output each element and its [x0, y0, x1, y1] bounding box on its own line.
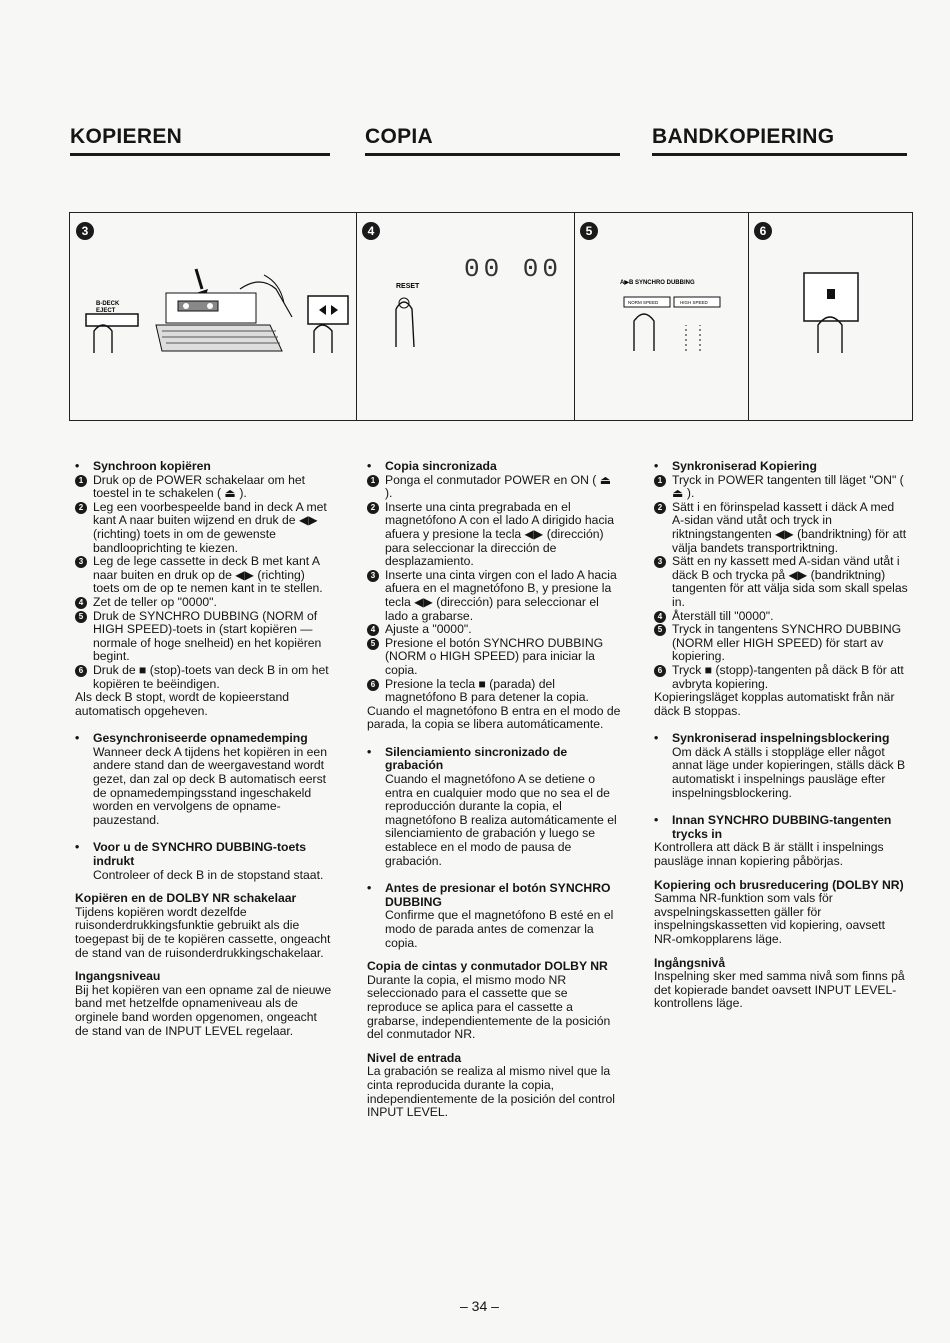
- numbered-step: [75, 664, 333, 691]
- step-number-badge: 2: [654, 502, 666, 514]
- step-number-badge: 4: [367, 624, 379, 636]
- spacer: [75, 827, 333, 841]
- figure-strip: [69, 212, 913, 421]
- bullet-heading: • Silenciamiento sincronizado de grabación: [367, 746, 621, 773]
- high-speed-label: HIGH SPEED: [680, 300, 708, 305]
- figure-panel-4: [356, 213, 575, 420]
- section-heading: Kopiëren en de DOLBY NR schakelaar: [75, 891, 297, 906]
- section-heading: Ingangsniveau: [75, 969, 161, 984]
- step-text: Presione el botón SYNCHRO DUBBING (NORM o HIGH SPEED) para iniciar la copia.: [385, 635, 604, 677]
- column-swedish: [654, 460, 909, 1011]
- numbered-step: [654, 501, 909, 555]
- header-copia: [365, 124, 620, 156]
- step-number-badge: 4: [654, 611, 666, 623]
- figure-panel-3: [70, 213, 357, 420]
- numbered-step: [367, 569, 621, 623]
- bullet-heading: • Synchroon kopiëren: [75, 460, 333, 474]
- cassette-insert-illustration: [70, 213, 356, 420]
- numbered-step: [75, 596, 333, 610]
- step-text: Druk op de POWER schakelaar om het toestel in te schakelen ( ⏏ ).: [93, 472, 306, 501]
- spacer: [654, 718, 909, 732]
- step-number-badge: 3: [76, 222, 94, 240]
- step-number-badge: 6: [367, 679, 379, 691]
- header-rule: [652, 153, 907, 156]
- synchro-dubbing-label: A▶B SYNCHRO DUBBING: [620, 280, 695, 286]
- section-heading: Nivel de entrada: [367, 1050, 462, 1065]
- numbered-step: [367, 501, 621, 569]
- paragraph: Als deck B stopt, wordt de kopieerstand automatisch opgeheven.: [75, 690, 290, 718]
- indented-paragraph: Controleer of deck B in de stopstand staat.: [93, 867, 324, 882]
- spacer: [367, 732, 621, 746]
- step-text: Sätt i en förinspelad kassett i däck A med A-sidan vänd utåt och tryck in riktningstangenten ◀▶ (bandriktning) för att välja bandets transportriktning.: [672, 499, 907, 555]
- step-text: Druk de SYNCHRO DUBBING (NORM of HIGH SPEED)-toets in (start kopiëren — normale of hoge snelheid) en het kopiëren begint.: [93, 608, 322, 664]
- paragraph: La grabación se realiza al mismo nivel que la cinta reproducida durante la copia, independientemente de la posición del control INPUT LEVEL.: [367, 1064, 615, 1120]
- step-number-badge: 4: [362, 222, 380, 240]
- section-heading: Kopiering och brusreducering (DOLBY NR): [654, 877, 904, 892]
- bullet-heading: • Synkroniserad Kopiering: [654, 460, 909, 474]
- step-text: Leg een voorbespeelde band in deck A met kant A naar buiten wijzend en druk de ◀▶ (richting) toets in om de gewenste bandlooprichting te kiezen.: [93, 499, 327, 555]
- step-number-badge: 3: [654, 556, 666, 568]
- header-bandkopiering: [652, 124, 907, 156]
- paragraph: Tijdens kopiëren wordt dezelfde ruisonderdrukkingsfunktie gebruikt als die toegepast bij de te kopiëren cassette, ongeacht de stand van de ruisonderdrukkingschakelaar.: [75, 904, 331, 960]
- numbered-step: [654, 610, 909, 624]
- bullet-heading: • Voor u de SYNCHRO DUBBING-toets indrukt: [75, 841, 333, 868]
- numbered-step: [367, 623, 621, 637]
- step-text: Inserte una cinta virgen con el lado A hacia afuera en el magnetófono B, y presione la tecla ◀▶ (dirección) para seleccionar el lado a grabarse.: [385, 567, 617, 623]
- step-number-badge: 6: [75, 665, 87, 677]
- step-text: Tryck ■ (stopp)-tangenten på däck B för att avbryta kopiering.: [672, 662, 904, 691]
- numbered-step: [367, 637, 621, 678]
- step-number-badge: 1: [654, 475, 666, 487]
- counter-display: 00 00: [464, 254, 563, 284]
- numbered-step: [367, 678, 621, 705]
- step-text: Druk de ■ (stop)-toets van deck B in om het kopiëren te beëindigen.: [93, 662, 329, 691]
- step-text: Leg de lege cassette in deck B met kant A naar buiten en druk op de ◀▶ (richting) toets om de op te nemen kant in te stellen.: [93, 554, 323, 596]
- spacer: [367, 868, 621, 882]
- indented-paragraph: Cuando el magnetófono A se detiene o entra en cualquier modo que no sea el de reproducción durante la copia, el magnetófono B realiza automáticamente el silenciamiento de grabación y luego se establece en el modo de pausa de grabación.: [385, 772, 617, 868]
- stop-icon: [827, 289, 835, 299]
- step-text: Inserte una cinta pregrabada en el magnetófono A con el lado A dirigido hacia afuera y presione la tecla ◀▶ (dirección) para seleccionar la dirección de desplazamiento.: [385, 499, 615, 569]
- header-kopieren: [70, 124, 330, 156]
- step-number-badge: 3: [367, 570, 379, 582]
- indented-paragraph: Om däck A ställs i stoppläge eller något annat läge under kopieringen, ställs däck B automatiskt i inspelnings pausläge efter inspelningsblockering.: [672, 744, 906, 800]
- header-rule: [365, 153, 620, 156]
- numbered-step: [654, 623, 909, 664]
- bullet-heading: • Synkroniserad inspelningsblockering: [654, 732, 909, 746]
- section-heading: Copia de cintas y conmutador DOLBY NR: [367, 959, 608, 974]
- step-number-badge: 6: [754, 222, 772, 240]
- eject-label: EJECT: [96, 308, 116, 314]
- step-number-badge: 1: [75, 475, 87, 487]
- synchro-dubbing-illustration: [574, 213, 748, 420]
- numbered-step: [75, 501, 333, 555]
- bullet-heading: • Copia sincronizada: [367, 460, 621, 474]
- step-text: Sätt en ny kassett med A-sidan vänd utåt i däck B och trycka på ◀▶ (bandriktning) tangenten för att välja sida som skall spelas in.: [672, 554, 908, 609]
- column-spanish: [367, 460, 621, 1120]
- step-text: Tryck in tangentens SYNCHRO DUBBING (NORM eller HIGH SPEED) för start av kopiering.: [672, 622, 902, 664]
- indented-paragraph: Confirme que el magnetófono B esté en el modo de parada antes de comenzar la copia.: [385, 908, 614, 950]
- numbered-step: [75, 610, 333, 664]
- counter-reset-illustration: [356, 213, 574, 420]
- bullet-heading: • Innan SYNCHRO DUBBING-tangenten trycks in: [654, 814, 909, 841]
- step-text: Ponga el conmutador POWER en ON ( ⏏ ).: [385, 472, 612, 501]
- step-text: Zet de teller op "0000".: [93, 594, 217, 609]
- step-number-badge: 5: [367, 638, 379, 650]
- step-number-badge: 5: [75, 611, 87, 623]
- bullet-heading: • Antes de presionar el botón SYNCHRO DUBBING: [367, 882, 621, 909]
- paragraph: Kontrollera att däck B är ställt i inspelnings pausläge innan kopiering påbörjas.: [654, 840, 884, 869]
- paragraph: Kopieringsläget kopplas automatiskt från när däck B stoppas.: [654, 690, 895, 718]
- step-number-badge: 3: [75, 556, 87, 568]
- header-title: KOPIEREN: [70, 125, 183, 148]
- column-dutch: [75, 460, 333, 1038]
- numbered-step: [75, 474, 333, 501]
- numbered-step: [654, 474, 909, 501]
- step-number-badge: 2: [75, 502, 87, 514]
- numbered-step: [367, 474, 621, 501]
- indented-paragraph: Wanneer deck A tijdens het kopiëren in een andere stand dan de weergavestand wordt gezet, dan zal op deck B automatisch eerst de opnamedempingsstand ingeschakeld worden en vervolgens de opname-pauzestand.: [93, 744, 327, 827]
- paragraph: Durante la copia, el mismo modo NR seleccionado para el cassette que se reproduce se aplica para el cassette a grabarse, independientemente de la posición del conmutador NR.: [367, 972, 611, 1042]
- page-number: – 34 –: [460, 1298, 499, 1314]
- header-title: COPIA: [365, 125, 434, 148]
- bullet-heading: • Gesynchroniseerde opnamedemping: [75, 732, 333, 746]
- step-number-badge: 2: [367, 502, 379, 514]
- paragraph: Bij het kopiëren van een opname zal de nieuwe band met hetzelfde opnameniveau als de orginele band worden opgenomen, ongeacht de stand van de INPUT LEVEL regelaar.: [75, 982, 332, 1038]
- step-text: Presione la tecla ■ (parada) del magnetófono B para detener la copia.: [385, 676, 589, 705]
- paragraph: Inspelning sker med samma nivå som finns på det kopierade bandet oavsett INPUT LEVEL-kontrollens läge.: [654, 969, 905, 1011]
- b-deck-label: B-DECK: [96, 301, 120, 307]
- step-number-badge: 5: [580, 222, 598, 240]
- paragraph: Samma NR-funktion som vals för avspelningskassetten gäller för inspelningskassetten vid kopiering, oavsett NR-omkopplarens läge.: [654, 891, 886, 946]
- paragraph: Cuando el magnetófono B entra en el modo de parada, la copia se libera automáticamente.: [367, 703, 621, 732]
- figure-panel-5: [574, 213, 749, 420]
- spacer: [654, 800, 909, 814]
- header-rule: [70, 153, 330, 156]
- step-number-badge: 5: [654, 624, 666, 636]
- stop-button-illustration: [748, 213, 912, 420]
- spacer: [75, 718, 333, 732]
- norm-speed-label: NORM SPEED: [628, 300, 659, 305]
- numbered-step: [654, 555, 909, 609]
- header-title: BANDKOPIERING: [652, 125, 835, 148]
- step-number-badge: 4: [75, 597, 87, 609]
- step-text: Tryck in POWER tangenten till läget "ON" ( ⏏ ).: [672, 472, 904, 501]
- step-text: Återställ till "0000".: [672, 608, 774, 623]
- reset-label: RESET: [396, 283, 420, 290]
- step-number-badge: 6: [654, 665, 666, 677]
- figure-panel-6: [748, 213, 912, 420]
- numbered-step: [75, 555, 333, 596]
- step-text: Ajuste a "0000".: [385, 622, 472, 637]
- step-number-badge: 1: [367, 475, 379, 487]
- numbered-step: [654, 664, 909, 691]
- section-heading: Ingångsnivå: [654, 955, 726, 970]
